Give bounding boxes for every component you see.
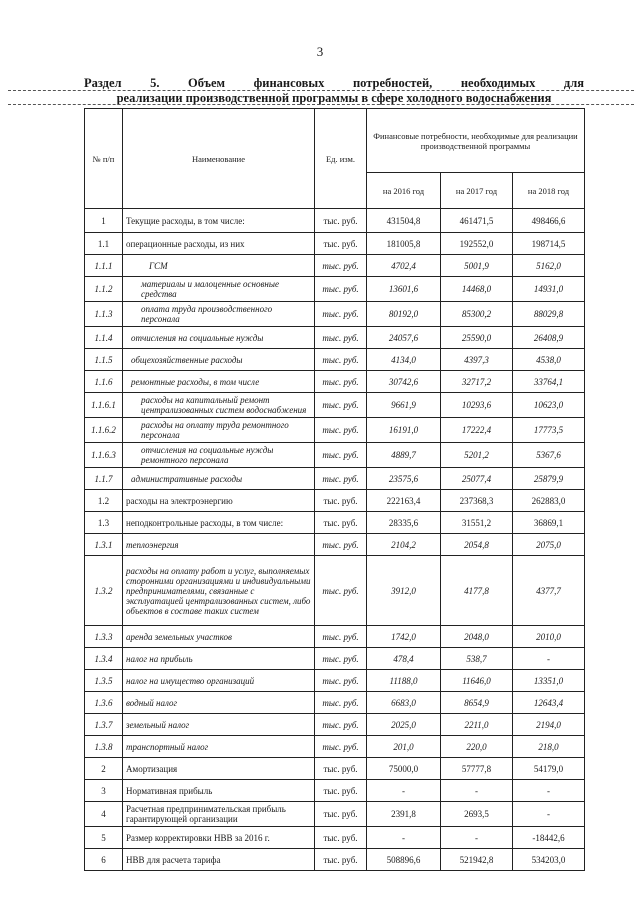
row-value-2017-cell: 8654,9: [441, 692, 513, 714]
table-row: [85, 277, 585, 302]
row-value-2018-cell: 54179,0: [513, 758, 585, 780]
row-unit-cell: тыс. руб.: [315, 349, 367, 371]
row-unit-cell: тыс. руб.: [315, 692, 367, 714]
row-value-2017-cell: -: [441, 780, 513, 802]
table-row: [85, 443, 585, 468]
row-name-cell: расходы на электроэнергию: [123, 490, 315, 512]
row-value-2018-cell: -18442,6: [513, 827, 585, 849]
row-unit-cell: тыс. руб.: [315, 736, 367, 758]
row-value-2017-cell: 220,0: [441, 736, 513, 758]
table-row: [85, 692, 585, 714]
row-unit-cell: тыс. руб.: [315, 233, 367, 255]
row-value-2017-cell: 461471,5: [441, 209, 513, 233]
row-name-cell: аренда земельных участков: [123, 626, 315, 648]
row-value-2017-cell: 4397,3: [441, 349, 513, 371]
row-value-2016-cell: -: [367, 827, 441, 849]
row-value-2017-cell: 5201,2: [441, 443, 513, 468]
row-number-cell: 1.3.5: [85, 670, 123, 692]
row-name-cell: теплоэнергия: [123, 534, 315, 556]
table-row: [85, 534, 585, 556]
table-row: [85, 418, 585, 443]
row-number-cell: 1.3: [85, 512, 123, 534]
row-value-2017-cell: 31551,2: [441, 512, 513, 534]
row-value-2016-cell: 478,4: [367, 648, 441, 670]
page-number: 3: [316, 44, 324, 59]
table-row: [85, 849, 585, 871]
row-value-2017-cell: 25077,4: [441, 468, 513, 490]
row-unit-cell: тыс. руб.: [315, 277, 367, 302]
row-value-2016-cell: 222163,4: [367, 490, 441, 512]
table-row: [85, 233, 585, 255]
row-value-2016-cell: 2025,0: [367, 714, 441, 736]
row-unit-cell: тыс. руб.: [315, 255, 367, 277]
table-row: [85, 393, 585, 418]
row-number-cell: 1.1.6.2: [85, 418, 123, 443]
table-row: [85, 758, 585, 780]
row-unit-cell: тыс. руб.: [315, 556, 367, 626]
row-name-cell: расходы на капитальный ремонт централизованных систем водоснабжения: [123, 393, 315, 418]
row-name-cell: налог на прибыль: [123, 648, 315, 670]
row-value-2017-cell: 17222,4: [441, 418, 513, 443]
row-unit-cell: тыс. руб.: [315, 302, 367, 327]
row-value-2017-cell: 14468,0: [441, 277, 513, 302]
row-name-cell: ГСМ: [123, 255, 315, 277]
row-value-2018-cell: 14931,0: [513, 277, 585, 302]
row-number-cell: 1.1.4: [85, 327, 123, 349]
row-value-2016-cell: 4702,4: [367, 255, 441, 277]
row-value-2018-cell: 12643,4: [513, 692, 585, 714]
section-heading: [84, 76, 584, 106]
row-value-2018-cell: 198714,5: [513, 233, 585, 255]
table-row: [85, 648, 585, 670]
row-value-2018-cell: 534203,0: [513, 849, 585, 871]
row-number-cell: 1.1: [85, 233, 123, 255]
table-row: [85, 490, 585, 512]
row-unit-cell: тыс. руб.: [315, 209, 367, 233]
row-number-cell: 1.3.4: [85, 648, 123, 670]
row-value-2017-cell: 2211,0: [441, 714, 513, 736]
row-number-cell: 4: [85, 802, 123, 827]
row-name-cell: расходы на оплату работ и услуг, выполняемых сторонними организациями и индивидуальными предпринимателями, связанные с эксплуатацией централизованных систем, либо объектов в составе таких систем: [123, 556, 315, 626]
row-number-cell: 2: [85, 758, 123, 780]
section-heading-line-1: Раздел 5. Объем финансовых потребностей, необходимых для: [84, 76, 584, 90]
row-unit-cell: тыс. руб.: [315, 534, 367, 556]
row-value-2018-cell: 5162,0: [513, 255, 585, 277]
row-unit-cell: тыс. руб.: [315, 780, 367, 802]
row-unit-cell: тыс. руб.: [315, 468, 367, 490]
row-number-cell: 1.1.2: [85, 277, 123, 302]
row-value-2016-cell: 4134,0: [367, 349, 441, 371]
row-number-cell: 1.3.8: [85, 736, 123, 758]
row-value-2016-cell: 28335,6: [367, 512, 441, 534]
row-name-cell: налог на имущество организаций: [123, 670, 315, 692]
row-unit-cell: тыс. руб.: [315, 371, 367, 393]
row-value-2017-cell: 2048,0: [441, 626, 513, 648]
row-value-2018-cell: -: [513, 648, 585, 670]
row-value-2016-cell: 23575,6: [367, 468, 441, 490]
row-value-2018-cell: 2075,0: [513, 534, 585, 556]
row-value-2018-cell: 10623,0: [513, 393, 585, 418]
row-number-cell: 1.3.2: [85, 556, 123, 626]
row-number-cell: 1.3.6: [85, 692, 123, 714]
table-row: [85, 255, 585, 277]
row-unit-cell: тыс. руб.: [315, 418, 367, 443]
section-heading-line-2: реализации производственной программы в сфере холодного водоснабжения: [116, 91, 552, 105]
row-number-cell: 1.2: [85, 490, 123, 512]
row-unit-cell: тыс. руб.: [315, 802, 367, 827]
row-value-2018-cell: 5367,6: [513, 443, 585, 468]
row-value-2018-cell: 17773,5: [513, 418, 585, 443]
row-name-cell: общехозяйственные расходы: [123, 349, 315, 371]
row-value-2018-cell: 498466,6: [513, 209, 585, 233]
row-value-2018-cell: 262883,0: [513, 490, 585, 512]
row-unit-cell: тыс. руб.: [315, 670, 367, 692]
table-row: [85, 302, 585, 327]
table-row: [85, 670, 585, 692]
row-name-cell: отчисления на социальные нужды ремонтного персонала: [123, 443, 315, 468]
row-value-2018-cell: 26408,9: [513, 327, 585, 349]
row-value-2016-cell: 13601,6: [367, 277, 441, 302]
row-number-cell: 1: [85, 209, 123, 233]
row-value-2017-cell: 25590,0: [441, 327, 513, 349]
row-number-cell: 3: [85, 780, 123, 802]
table-row: [85, 209, 585, 233]
row-value-2016-cell: 201,0: [367, 736, 441, 758]
table-row: [85, 327, 585, 349]
row-value-2016-cell: 16191,0: [367, 418, 441, 443]
row-unit-cell: тыс. руб.: [315, 393, 367, 418]
row-value-2016-cell: 181005,8: [367, 233, 441, 255]
table-row: [85, 468, 585, 490]
table-row: [85, 349, 585, 371]
table-row: [85, 802, 585, 827]
row-unit-cell: тыс. руб.: [315, 443, 367, 468]
table-row: [85, 556, 585, 626]
row-value-2016-cell: 30742,6: [367, 371, 441, 393]
header-num: № п/п: [85, 109, 123, 209]
row-unit-cell: тыс. руб.: [315, 758, 367, 780]
row-value-2016-cell: 24057,6: [367, 327, 441, 349]
row-value-2016-cell: 80192,0: [367, 302, 441, 327]
row-unit-cell: тыс. руб.: [315, 512, 367, 534]
heading-rule-top: [8, 90, 634, 91]
header-year-2018: на 2018 год: [513, 173, 585, 209]
row-name-cell: операционные расходы, из них: [123, 233, 315, 255]
row-name-cell: НВВ для расчета тарифа: [123, 849, 315, 871]
row-name-cell: оплата труда производственного персонала: [123, 302, 315, 327]
row-number-cell: 1.1.7: [85, 468, 123, 490]
row-name-cell: Расчетная предпринимательская прибыль гарантирующей организации: [123, 802, 315, 827]
row-value-2017-cell: 2693,5: [441, 802, 513, 827]
row-value-2016-cell: 9661,9: [367, 393, 441, 418]
row-value-2016-cell: 2391,8: [367, 802, 441, 827]
row-number-cell: 6: [85, 849, 123, 871]
row-value-2017-cell: 85300,2: [441, 302, 513, 327]
row-value-2016-cell: 75000,0: [367, 758, 441, 780]
row-value-2017-cell: 521942,8: [441, 849, 513, 871]
row-value-2016-cell: 2104,2: [367, 534, 441, 556]
row-number-cell: 1.1.6: [85, 371, 123, 393]
row-value-2018-cell: 88029,8: [513, 302, 585, 327]
row-value-2017-cell: 57777,8: [441, 758, 513, 780]
table-row: [85, 714, 585, 736]
row-value-2018-cell: 218,0: [513, 736, 585, 758]
row-name-cell: Текущие расходы, в том числе:: [123, 209, 315, 233]
row-number-cell: 1.3.1: [85, 534, 123, 556]
row-value-2016-cell: 1742,0: [367, 626, 441, 648]
financial-needs-table: [84, 108, 585, 871]
row-value-2017-cell: 192552,0: [441, 233, 513, 255]
row-value-2017-cell: 11646,0: [441, 670, 513, 692]
row-number-cell: 1.3.7: [85, 714, 123, 736]
table-row: [85, 512, 585, 534]
header-financial-needs: Финансовые потребности, необходимые для реализации производственной программы: [367, 109, 585, 173]
row-value-2017-cell: 32717,2: [441, 371, 513, 393]
row-unit-cell: тыс. руб.: [315, 327, 367, 349]
table-row: [85, 371, 585, 393]
row-name-cell: Размер корректировки НВВ за 2016 г.: [123, 827, 315, 849]
row-value-2018-cell: 2194,0: [513, 714, 585, 736]
row-name-cell: Нормативная прибыль: [123, 780, 315, 802]
row-value-2017-cell: 2054,8: [441, 534, 513, 556]
row-unit-cell: тыс. руб.: [315, 648, 367, 670]
row-value-2018-cell: 4538,0: [513, 349, 585, 371]
row-value-2018-cell: 33764,1: [513, 371, 585, 393]
row-value-2016-cell: 6683,0: [367, 692, 441, 714]
header-year-2016: на 2016 год: [367, 173, 441, 209]
row-number-cell: 1.1.6.1: [85, 393, 123, 418]
row-unit-cell: тыс. руб.: [315, 849, 367, 871]
row-unit-cell: тыс. руб.: [315, 490, 367, 512]
row-name-cell: административные расходы: [123, 468, 315, 490]
row-name-cell: Амортизация: [123, 758, 315, 780]
row-value-2018-cell: 25879,9: [513, 468, 585, 490]
header-unit: Ед. изм.: [315, 109, 367, 209]
row-value-2016-cell: -: [367, 780, 441, 802]
row-name-cell: водный налог: [123, 692, 315, 714]
heading-rule-bottom: [8, 104, 634, 105]
row-value-2018-cell: -: [513, 780, 585, 802]
row-number-cell: 1.1.6.3: [85, 443, 123, 468]
table-header: [85, 109, 585, 209]
row-name-cell: материалы и малоценные основные средства: [123, 277, 315, 302]
row-name-cell: транспортный налог: [123, 736, 315, 758]
row-number-cell: 1.1.3: [85, 302, 123, 327]
row-unit-cell: тыс. руб.: [315, 626, 367, 648]
row-number-cell: 1.1.5: [85, 349, 123, 371]
row-value-2017-cell: -: [441, 827, 513, 849]
table-row: [85, 827, 585, 849]
table-row: [85, 736, 585, 758]
row-name-cell: земельный налог: [123, 714, 315, 736]
row-value-2016-cell: 3912,0: [367, 556, 441, 626]
row-value-2016-cell: 11188,0: [367, 670, 441, 692]
row-value-2017-cell: 237368,3: [441, 490, 513, 512]
row-value-2018-cell: 13351,0: [513, 670, 585, 692]
row-value-2016-cell: 431504,8: [367, 209, 441, 233]
row-name-cell: неподконтрольные расходы, в том числе:: [123, 512, 315, 534]
row-name-cell: расходы на оплату труда ремонтного персонала: [123, 418, 315, 443]
row-name-cell: отчисления на социальные нужды: [123, 327, 315, 349]
row-value-2017-cell: 5001,9: [441, 255, 513, 277]
table-row: [85, 626, 585, 648]
row-unit-cell: тыс. руб.: [315, 827, 367, 849]
row-unit-cell: тыс. руб.: [315, 714, 367, 736]
table-body: [85, 209, 585, 871]
row-value-2018-cell: -: [513, 802, 585, 827]
row-number-cell: 1.3.3: [85, 626, 123, 648]
header-year-2017: на 2017 год: [441, 173, 513, 209]
row-value-2018-cell: 36869,1: [513, 512, 585, 534]
row-value-2018-cell: 2010,0: [513, 626, 585, 648]
table-row: [85, 780, 585, 802]
row-value-2016-cell: 4889,7: [367, 443, 441, 468]
header-name: Наименование: [123, 109, 315, 209]
row-number-cell: 1.1.1: [85, 255, 123, 277]
row-value-2017-cell: 10293,6: [441, 393, 513, 418]
row-value-2016-cell: 508896,6: [367, 849, 441, 871]
row-value-2018-cell: 4377,7: [513, 556, 585, 626]
row-value-2017-cell: 4177,8: [441, 556, 513, 626]
row-value-2017-cell: 538,7: [441, 648, 513, 670]
row-name-cell: ремонтные расходы, в том числе: [123, 371, 315, 393]
row-number-cell: 5: [85, 827, 123, 849]
